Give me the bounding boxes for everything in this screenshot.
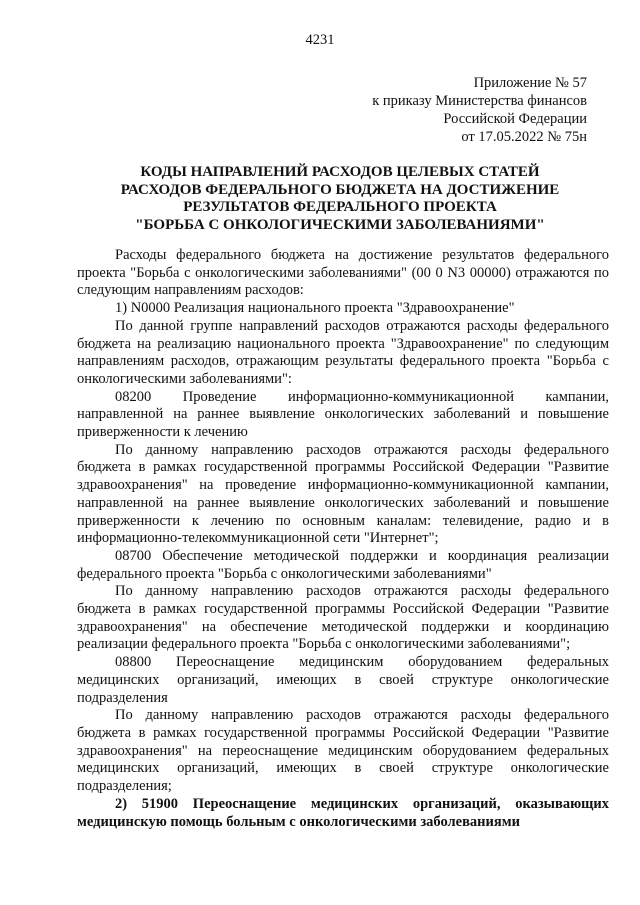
appendix-header [372, 74, 587, 146]
document-title [60, 164, 620, 234]
expense-code-item: 08700 Обеспечение методической поддержки и координация реализации федерального проекта "Борьба с онкологическими заболеваниями" [77, 547, 609, 582]
section-heading: 2) 51900 Переоснащение медицинских организаций, оказывающих медицинскую помощь больным с онкологическими заболеваниями [77, 795, 609, 830]
appendix-line: Приложение № 57 [473, 75, 587, 91]
paragraph: По данному направлению расходов отражаются расходы федерального бюджета в рамках государственной программы Российской Федерации "Развитие здравоохранения" на переоснащение медицинским оборудованием федеральных медицинских организаций, имеющих в своей структуре онкологические подразделения; [77, 707, 609, 795]
expense-code-item: 08800 Переоснащение медицинским оборудованием федеральных медицинских организаций, имеющих в своей структуре онкологические подразделения [77, 654, 609, 706]
title-line: КОДЫ НАПРАВЛЕНИЙ РАСХОДОВ ЦЕЛЕВЫХ СТАТЕЙ [140, 164, 540, 180]
paragraph: По данному направлению расходов отражаются расходы федерального бюджета в рамках государственной программы Российской Федерации "Развитие здравоохранения" на обеспечение методической поддержки и координацию реализации федерального проекта "Борьба с онкологическими заболеваниями"; [77, 583, 609, 653]
page-number: 4231 [305, 32, 335, 48]
document-body [77, 247, 609, 831]
appendix-line: Российской Федерации [443, 111, 587, 127]
title-line: "БОРЬБА С ОНКОЛОГИЧЕСКИМИ ЗАБОЛЕВАНИЯМИ" [135, 216, 545, 233]
expense-code-item: 08200 Проведение информационно-коммуникационной кампании, направленной на раннее выявление онкологических заболеваний и повышение приверженности к лечению [77, 388, 609, 441]
section-heading: 1) N0000 Реализация национального проекта "Здравоохранение" [115, 300, 515, 317]
intro-paragraph: Расходы федерального бюджета на достижение результатов федерального проекта "Борьба с онкологическими заболеваниями" (00 0 N3 00000) отражаются по следующим направлениям расходов: [77, 247, 609, 299]
title-line: РЕЗУЛЬТАТОВ ФЕДЕРАЛЬНОГО ПРОЕКТА [183, 199, 497, 215]
paragraph: По данной группе направлений расходов отражаются расходы федерального бюджета на реализацию национального проекта "Здравоохранение" по следующим направлениям расходов, отражающим результаты федерального проекта "Борьба с онкологическими заболеваниями": [77, 317, 609, 387]
title-line: РАСХОДОВ ФЕДЕРАЛЬНОГО БЮДЖЕТА НА ДОСТИЖЕНИЕ [120, 181, 560, 198]
paragraph: По данному направлению расходов отражаются расходы федерального бюджета в рамках государственной программы Российской Федерации "Развитие здравоохранения" на проведение информационно-коммуникационной кампании, направленной на раннее выявление онкологических заболеваний и повышение приверженности к лечению по основным каналам: телевидение, радио и в информационно-телекоммуникационной сети "Интернет"; [77, 441, 609, 547]
appendix-line: к приказу Министерства финансов [372, 93, 587, 109]
appendix-line: от 17.05.2022 № 75н [461, 129, 587, 145]
